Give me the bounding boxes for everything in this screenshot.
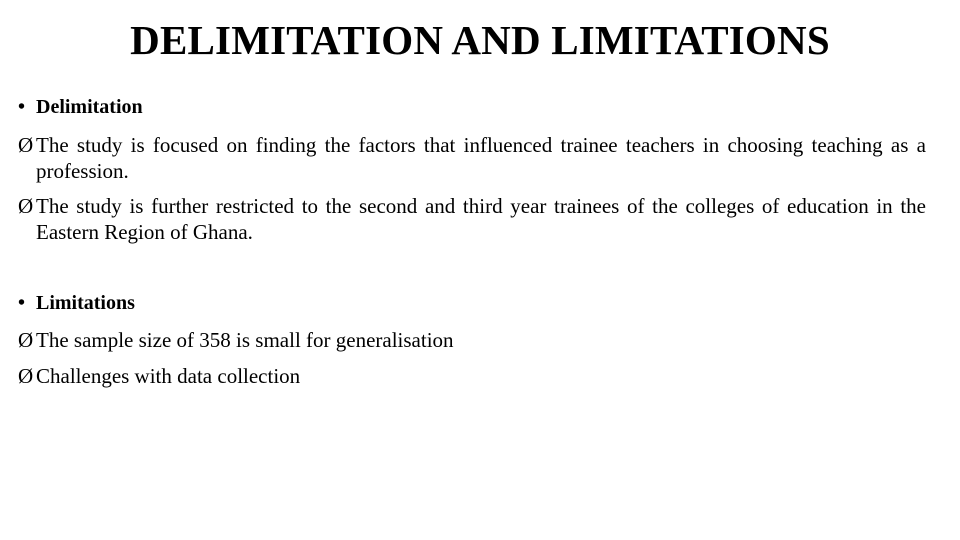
list-item-limitations-1: [18, 327, 926, 353]
arrow-bullet-icon: Ø: [18, 133, 34, 157]
slide-title: DELIMITATION AND LIMITATIONS: [130, 17, 830, 63]
section-heading-label: Delimitation: [36, 96, 143, 118]
arrow-bullet-icon: Ø: [18, 328, 34, 352]
list-item-text: The sample size of 358 is small for generalisation: [36, 328, 454, 352]
list-item-text: The study is focused on finding the factors that influenced trainee teachers in choosing teaching as a profession.: [36, 133, 926, 183]
list-item-delimitation-1: [18, 132, 926, 184]
arrow-bullet-icon: Ø: [18, 194, 34, 218]
list-item-text: The study is further restricted to the second and third year trainees of the colleges of education in the Eastern Region of Ghana.: [36, 194, 926, 244]
list-item-limitations-2: [18, 363, 926, 389]
section-heading-delimitation: [18, 95, 143, 119]
list-item-text: Challenges with data collection: [36, 364, 301, 388]
arrow-bullet-icon: Ø: [18, 364, 34, 388]
section-heading-label: Limitations: [36, 292, 135, 314]
list-item-delimitation-2: [18, 193, 926, 245]
section-heading-limitations: [18, 291, 135, 315]
bullet-icon: •: [18, 96, 26, 118]
bullet-icon: •: [18, 292, 26, 314]
